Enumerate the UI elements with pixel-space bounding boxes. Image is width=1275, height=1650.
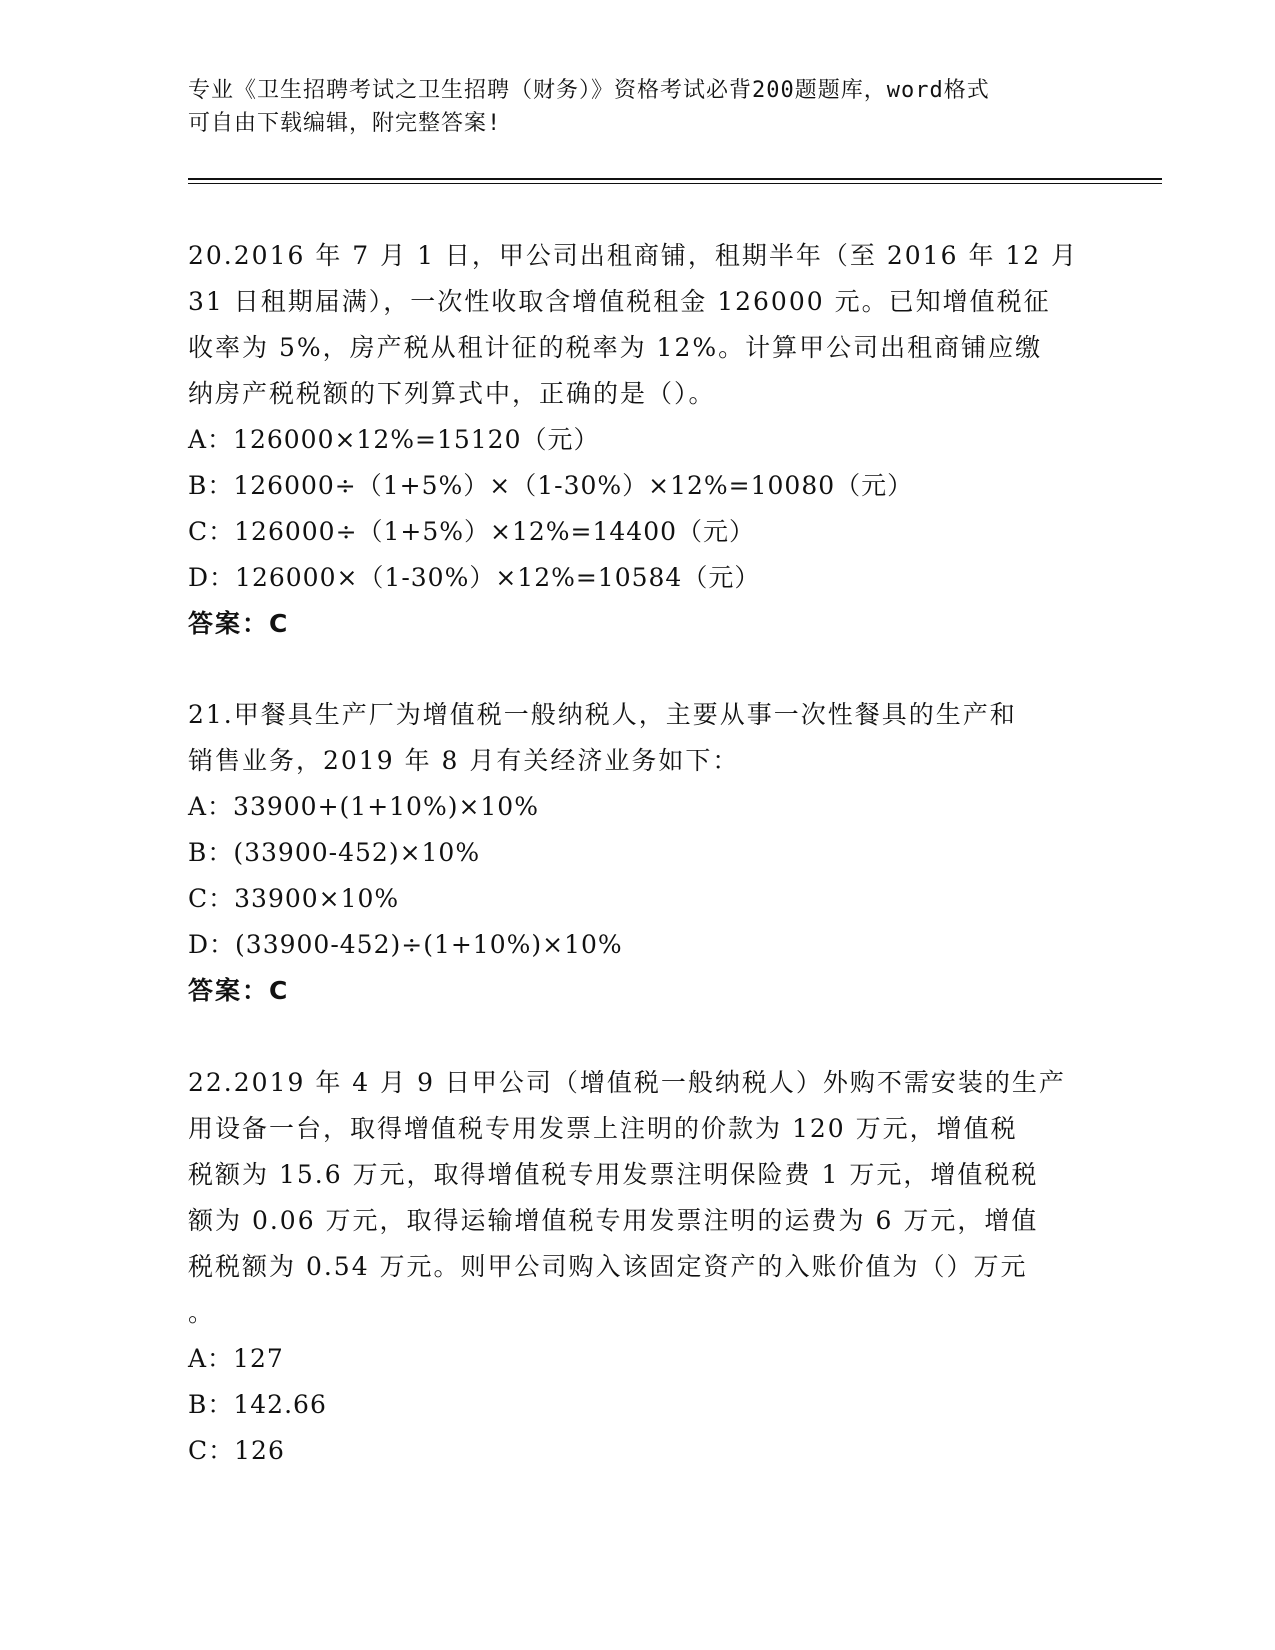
question-stem-line: 21.甲餐具生产厂为增值税一般纳税人，主要从事一次性餐具的生产和 bbox=[188, 700, 1017, 729]
option-b: B：126000÷（1+5%）×（1-30%）×12%=10080（元） bbox=[188, 471, 914, 500]
option-d: D：(33900-452)÷(1+10%)×10% bbox=[188, 930, 623, 959]
header-line-1: 专业《卫生招聘考试之卫生招聘（财务）》资格考试必背200题题库，word格式 bbox=[188, 78, 990, 103]
page-header bbox=[188, 74, 1088, 140]
option-a: A：126000×12%=15120（元） bbox=[188, 425, 600, 454]
question-stem-line: 收率为 5%，房产税从租计征的税率为 12%。计算甲公司出租商铺应缴 bbox=[188, 333, 1043, 362]
option-c: C：33900×10% bbox=[188, 884, 400, 913]
question-stem-line: 销售业务，2019 年 8 月有关经济业务如下： bbox=[188, 746, 740, 775]
option-b: B：142.66 bbox=[188, 1390, 327, 1419]
header-line-2: 可自由下载编辑，附完整答案! bbox=[188, 111, 502, 136]
question-stem-line: 31 日租期届满），一次性收取含增值税租金 126000 元。已知增值税征 bbox=[188, 287, 1051, 316]
question-22 bbox=[188, 1060, 1088, 1474]
option-d: D：126000×（1-30%）×12%=10584（元） bbox=[188, 563, 761, 592]
option-b: B：(33900-452)×10% bbox=[188, 838, 481, 867]
question-stem-line: 税额为 15.6 万元，取得增值税专用发票注明保险费 1 万元，增值税税 bbox=[188, 1160, 1039, 1189]
question-stem-line: 20.2016 年 7 月 1 日，甲公司出租商铺，租期半年（至 2016 年 12 月 bbox=[188, 241, 1079, 270]
question-stem-line: 用设备一台，取得增值税专用发票上注明的价款为 120 万元，增值税 bbox=[188, 1114, 1018, 1143]
answer: 答案：C bbox=[188, 976, 290, 1005]
question-20 bbox=[188, 233, 1088, 647]
option-a: A：127 bbox=[188, 1344, 284, 1373]
option-a: A：33900+(1+10%)×10% bbox=[188, 792, 539, 821]
header-divider-thin bbox=[188, 183, 1162, 184]
question-stem-line: 税税额为 0.54 万元。则甲公司购入该固定资产的入账价值为（）万元 bbox=[188, 1252, 1028, 1281]
option-c: C：126000÷（1+5%）×12%=14400（元） bbox=[188, 517, 756, 546]
question-stem-line: 纳房产税税额的下列算式中，正确的是（）。 bbox=[188, 379, 716, 408]
answer: 答案：C bbox=[188, 609, 290, 638]
question-21 bbox=[188, 692, 1088, 1014]
question-stem-line: 额为 0.06 万元，取得运输增值税专用发票注明的运费为 6 万元，增值 bbox=[188, 1206, 1039, 1235]
question-stem-line: 。 bbox=[188, 1298, 216, 1327]
header-divider bbox=[188, 178, 1162, 180]
question-stem-line: 22.2019 年 4 月 9 日甲公司（增值税一般纳税人）外购不需安装的生产 bbox=[188, 1068, 1066, 1097]
option-c: C：126 bbox=[188, 1436, 285, 1465]
